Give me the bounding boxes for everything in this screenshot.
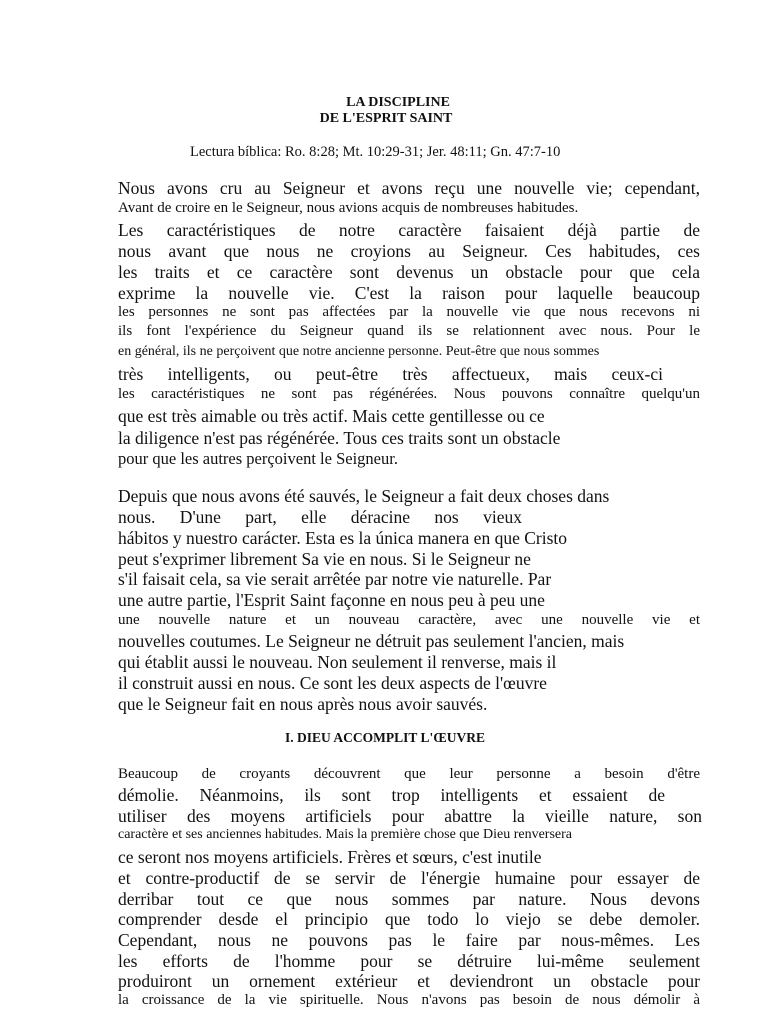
page-title-line-1: LA DISCIPLINE: [346, 95, 450, 110]
text-line: démolie. Néanmoins, ils sont trop intelligents et essaient de: [118, 785, 665, 805]
text-line: en général, ils ne perçoivent que notre ancienne personne. Peut-être que nous sommes: [118, 344, 600, 359]
text-line: les efforts de l'homme pour se détruire lui-même seulement: [118, 951, 700, 971]
text-line: que le Seigneur fait en nous après nous avoir sauvés.: [118, 694, 488, 714]
bible-reading: Lectura bíblica: Ro. 8:28; Mt. 10:29-31; Jer. 48:11; Gn. 47:7-10: [190, 144, 561, 160]
text-line: caractère et ses anciennes habitudes. Mais la première chose que Dieu renversera: [118, 827, 573, 842]
text-line: nous avant que nous ne croyions au Seigneur. Ces habitudes, ces: [118, 241, 700, 261]
text-line: très intelligents, ou peut-être très affectueux, mais ceux-ci: [118, 364, 663, 384]
text-line: nouvelles coutumes. Le Seigneur ne détruit pas seulement l'ancien, mais: [118, 631, 625, 651]
text-line: la croissance de la vie spirituelle. Nous n'avons pas besoin de nous démolir à: [118, 992, 700, 1008]
text-line: Beaucoup de croyants découvrent que leur personne a besoin d'être: [118, 766, 700, 782]
text-line: les personnes ne sont pas affectées par la nouvelle vie que nous recevons ni: [118, 304, 700, 320]
text-line: ils font l'expérience du Seigneur quand ils se relationnent avec nous. Pour le: [118, 323, 700, 339]
text-line: les caractéristiques ne sont pas régénérées. Nous pouvons connaître quelqu'un: [118, 386, 700, 402]
text-line: nous. D'une part, elle déracine nos vieux: [118, 507, 522, 527]
text-line: les traits et ce caractère sont devenus un obstacle pour que cela: [118, 262, 700, 282]
text-line: Nous avons cru au Seigneur et avons reçu une nouvelle vie; cependant,: [118, 178, 700, 198]
page-title-line-2: DE L'ESPRIT SAINT: [319, 111, 453, 126]
text-line: Les caractéristiques de notre caractère faisaient déjà partie de: [118, 220, 700, 240]
text-line: utiliser des moyens artificiels pour abattre la vieille nature, son: [118, 806, 702, 826]
text-line: hábitos y nuestro carácter. Esta es la única manera en que Cristo: [118, 528, 568, 548]
text-line: il construit aussi en nous. Ce sont les deux aspects de l'œuvre: [118, 673, 547, 693]
section-heading: I. DIEU ACCOMPLIT L'ŒUVRE: [284, 730, 486, 745]
text-line: comprender desde el principio que todo lo viejo se debe demoler.: [118, 909, 700, 929]
text-line: Cependant, nous ne pouvons pas le faire par nous-mêmes. Les: [118, 930, 700, 950]
text-line: Depuis que nous avons été sauvés, le Seigneur a fait deux choses dans: [118, 486, 610, 506]
text-line: la diligence n'est pas régénérée. Tous ces traits sont un obstacle: [118, 428, 561, 448]
text-line: une nouvelle nature et un nouveau caractère, avec une nouvelle vie et: [118, 612, 700, 628]
text-line: ce seront nos moyens artificiels. Frères et sœurs, c'est inutile: [118, 847, 542, 867]
text-line: une autre partie, l'Esprit Saint façonne en nous peu à peu une: [118, 590, 545, 610]
text-line: pour que les autres perçoivent le Seigneur.: [118, 449, 398, 468]
text-line: qui établit aussi le nouveau. Non seulement il renverse, mais il: [118, 652, 557, 672]
text-line: s'il faisait cela, sa vie serait arrêtée par notre vie naturelle. Par: [118, 569, 552, 589]
text-line: derribar tout ce que nous sommes par nature. Nous devons: [118, 889, 700, 909]
text-line: et contre-productif de se servir de l'énergie humaine pour essayer de: [118, 868, 700, 888]
text-line: peut s'exprimer librement Sa vie en nous. Si le Seigneur ne: [118, 549, 531, 569]
text-line: Avant de croire en le Seigneur, nous avions acquis de nombreuses habitudes.: [118, 200, 579, 216]
text-line: produiront un ornement extérieur et deviendront un obstacle pour: [118, 971, 700, 991]
text-line: exprime la nouvelle vie. C'est la raison pour laquelle beaucoup: [118, 283, 700, 303]
text-line: que est très aimable ou très actif. Mais cette gentillesse ou ce: [118, 406, 545, 426]
